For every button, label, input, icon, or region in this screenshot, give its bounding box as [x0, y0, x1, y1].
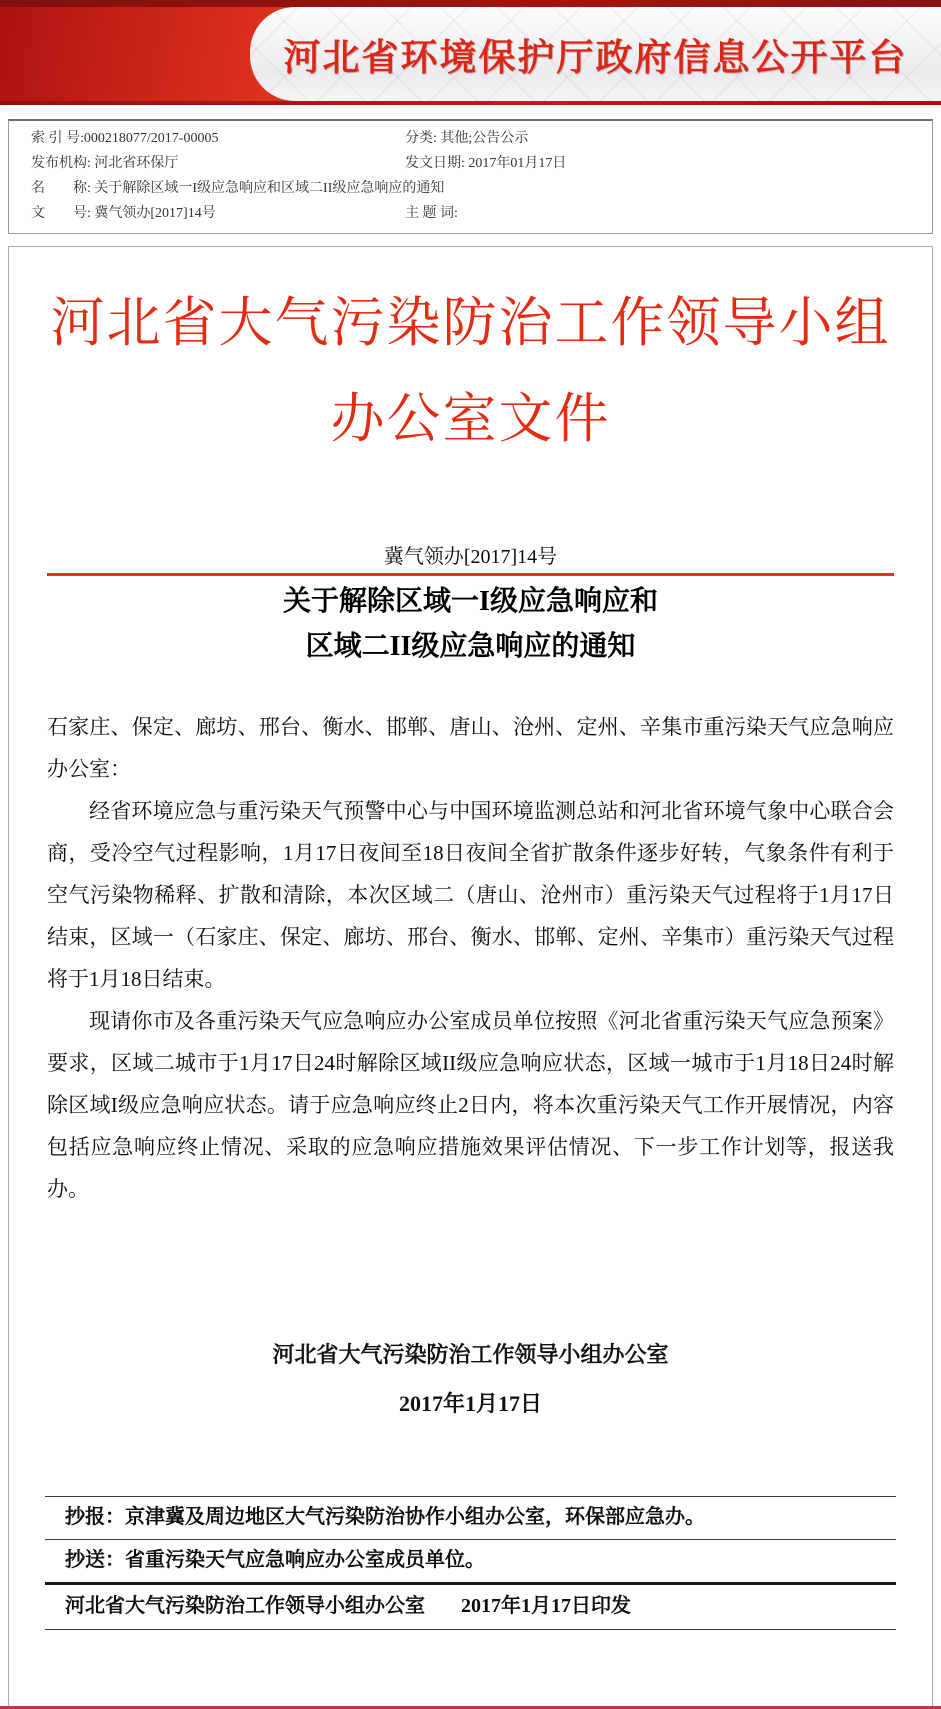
bottom-spacer — [9, 1630, 932, 1672]
meta-pubdate-value: 2017年01月17日 — [468, 156, 567, 171]
meta-docnum-label: 文 号: — [31, 206, 91, 221]
footer-print-date: 2017年1月17日印发 — [461, 1595, 631, 1617]
site-banner — [0, 0, 941, 105]
meta-pubdate — [405, 151, 932, 176]
doc-number: 冀气领办[2017]14号 — [383, 546, 558, 568]
meta-index-label: 索 引 号: — [31, 131, 84, 146]
doc-org-title-line2: 办公室文件 — [330, 389, 611, 449]
doc-paragraph-1: 经省环境应急与重污染天气预警中心与中国环境监测总站和河北省环境气象中心联合会商，受冷空气过程影响，1月17日夜间至18日夜间全省扩散条件逐步好转，气象条件有利于空气污染物稀释、扩散和清除，本次区域二（唐山、沧州市）重污染天气过程将于1月17日结束，区域一（石家庄、保定、廊坊、邢台、衡水、邯郸、定州、辛集市）重污染天气过程将于1月18日结束。 — [47, 799, 894, 991]
meta-publisher-value: 河北省环保厅 — [94, 156, 179, 171]
meta-pubdate-label: 发文日期: — [405, 156, 465, 171]
meta-subject-label: 主 题 词: — [405, 206, 458, 221]
doc-title-line1: 关于解除区域一I级应急响应和 — [283, 586, 658, 617]
meta-name — [9, 176, 932, 201]
meta-category-label: 分类: — [405, 131, 437, 146]
meta-publisher — [9, 151, 405, 176]
doc-title-line2: 区域二II级应急响应的通知 — [305, 631, 636, 662]
site-title: 河北省环境保护厅政府信息公开平台 — [283, 38, 908, 79]
meta-docnum — [9, 201, 405, 226]
meta-category-value: 其他;公告公示 — [440, 131, 529, 146]
doc-org-title-line1: 河北省大气污染防治工作领导小组 — [50, 293, 891, 353]
doc-footer — [45, 1496, 896, 1630]
meta-row-index-category — [9, 126, 932, 151]
meta-row-docnum-subject — [9, 201, 932, 226]
banner-panel — [250, 7, 941, 101]
signature-date: 2017年1月17日 — [398, 1391, 542, 1416]
document-box — [8, 246, 933, 1706]
footer-cc-send-row: 抄送：省重污染天气应急响应办公室成员单位。 — [45, 1539, 896, 1582]
meta-name-label: 名 称: — [31, 181, 91, 196]
signature-org: 河北省大气污染防治工作领导小组办公室 — [272, 1342, 669, 1367]
doc-body — [47, 706, 894, 1210]
meta-publisher-label: 发布机构: — [31, 156, 91, 171]
doc-salutation: 石家庄、保定、廊坊、邢台、衡水、邯郸、唐山、沧州、定州、辛集市重污染天气应急响应办公室： — [47, 715, 894, 781]
meta-index-value: 000218077/2017-00005 — [83, 131, 219, 146]
meta-index — [9, 126, 405, 151]
meta-row-name — [9, 176, 932, 201]
red-divider — [47, 573, 894, 576]
meta-docnum-value: 冀气领办[2017]14号 — [94, 206, 216, 221]
meta-name-value: 关于解除区域一I级应急响应和区域二II级应急响应的通知 — [94, 181, 445, 196]
meta-subject — [405, 201, 932, 226]
footer-print-org: 河北省大气污染防治工作领导小组办公室 — [65, 1595, 425, 1617]
footer-cc-report-row: 抄报：京津冀及周边地区大气污染防治协作小组办公室，环保部应急办。 — [45, 1496, 896, 1539]
metadata-table — [8, 119, 933, 234]
meta-category — [405, 126, 932, 151]
meta-row-publisher-date — [9, 151, 932, 176]
doc-paragraph-2: 现请你市及各重污染天气应急响应办公室成员单位按照《河北省重污染天气应急预案》要求，区域二城市于1月17日24时解除区域II级应急响应状态，区域一城市于1月18日24时解除区域I级应急响应状态。请于应急响应终止2日内，将本次重污染天气工作开展情况，内容包括应急响应终止情况、采取的应急响应措施效果评估情况、下一步工作计划等，报送我办。 — [47, 1009, 894, 1201]
footer-print-row — [45, 1582, 896, 1630]
